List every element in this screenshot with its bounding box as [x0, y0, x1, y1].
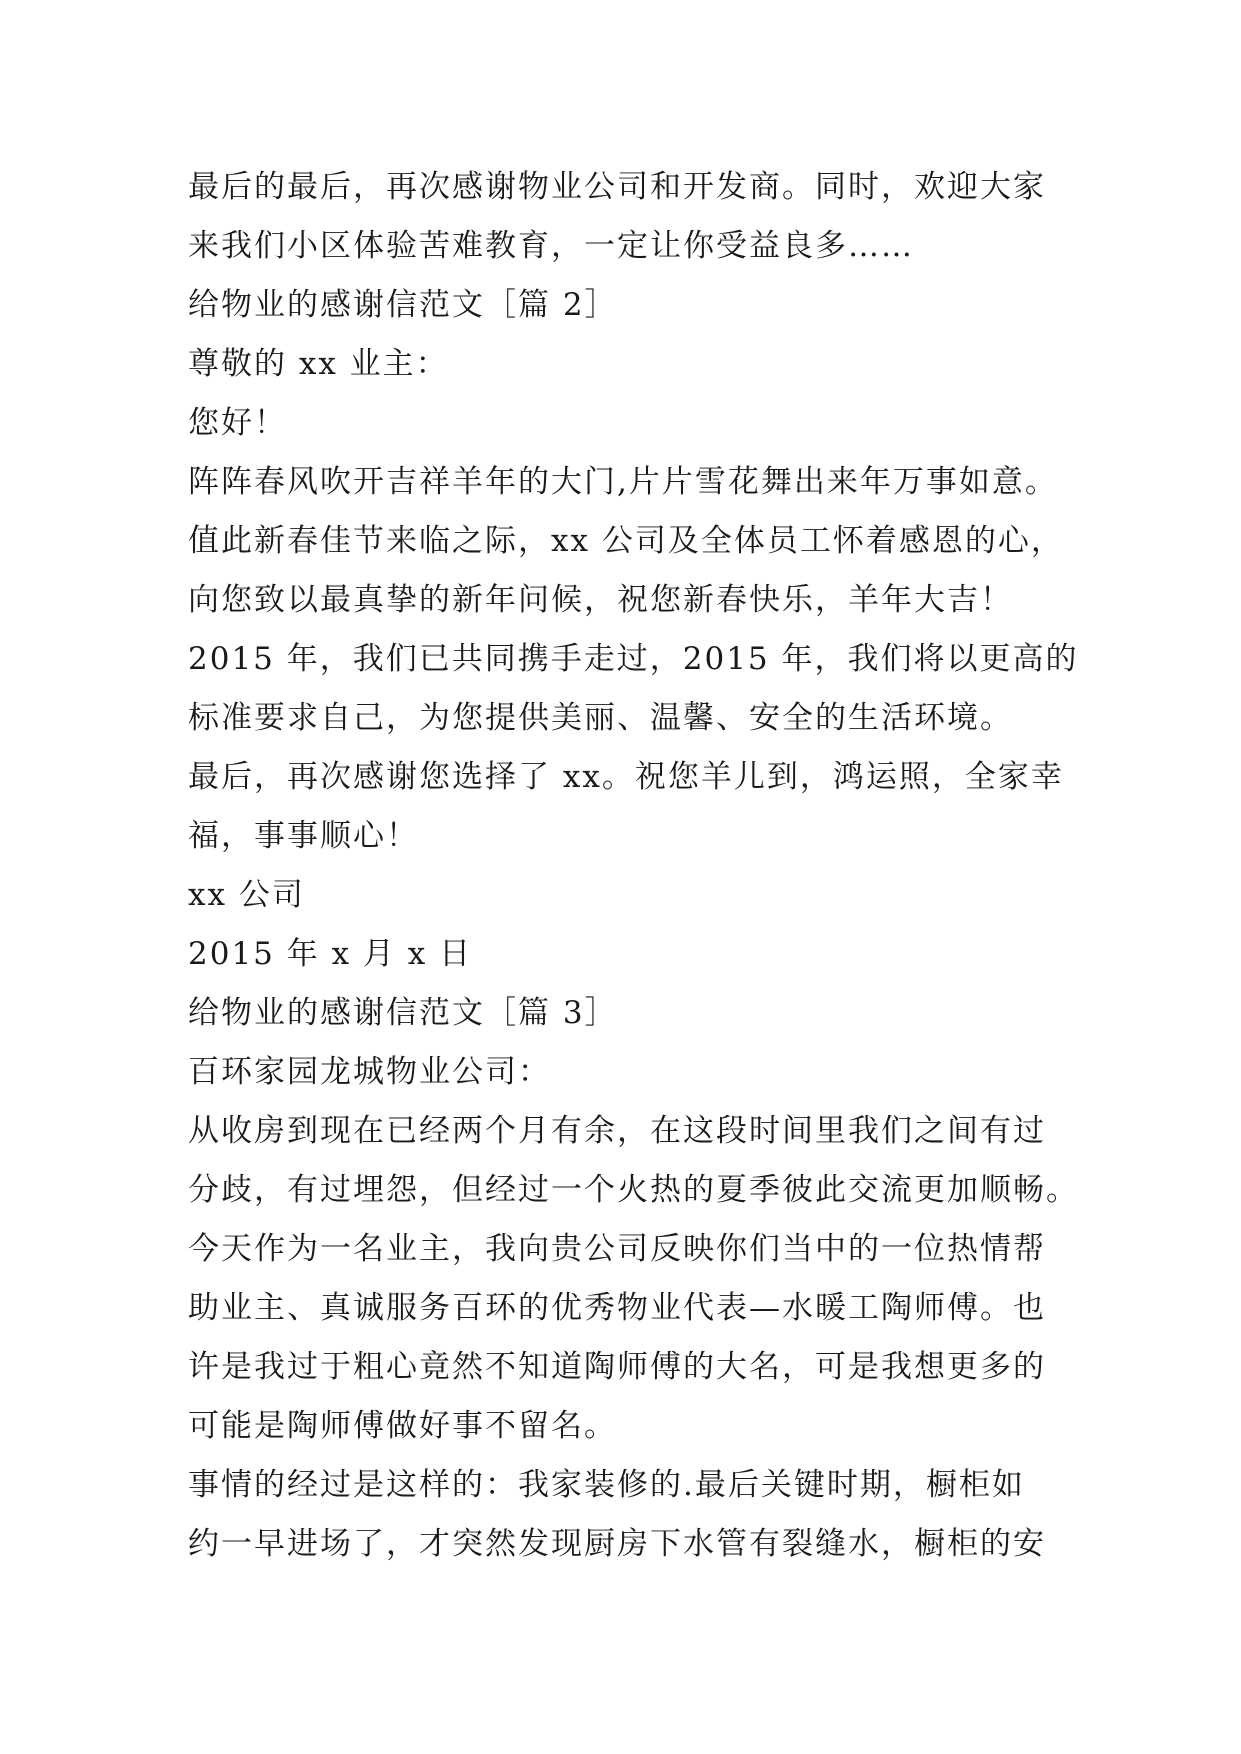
text-line: 标准要求自己，为您提供美丽、温馨、安全的生活环境。 [188, 700, 1013, 736]
text-line: 约一早进场了，才突然发现厨房下水管有裂缝水，橱柜的安 [188, 1526, 1046, 1562]
text-line: 最后，再次感谢您选择了 xx。祝您羊儿到，鸿运照，全家幸 [188, 759, 1064, 795]
text-line: 向您致以最真挚的新年问候，祝您新春快乐，羊年大吉！ [188, 582, 1013, 618]
greeting: 您好！ [188, 405, 287, 441]
signature-company: xx 公司 [188, 877, 305, 913]
salutation: 百环家园龙城物业公司： [188, 1054, 551, 1090]
text-line: 助业主、真诚服务百环的优秀物业代表—水暖工陶师傅。也 [188, 1290, 1046, 1326]
text-line: 事情的经过是这样的：我家装修的.最后关键时期，橱柜如 [188, 1467, 1025, 1503]
text-line: 值此新春佳节来临之际，xx 公司及全体员工怀着感恩的心， [188, 523, 1064, 559]
document-body [188, 158, 1079, 1574]
text-line: 来我们小区体验苦难教育，一定让你受益良多…… [188, 228, 914, 264]
text-line: 分歧，有过埋怨，但经过一个火热的夏季彼此交流更加顺畅。 [188, 1172, 1079, 1208]
text-line: 从收房到现在已经两个月有余，在这段时间里我们之间有过 [188, 1113, 1046, 1149]
section-heading: 给物业的感谢信范文［篇 3］ [188, 995, 618, 1031]
text-line: 许是我过于粗心竟然不知道陶师傅的大名，可是我想更多的 [188, 1349, 1046, 1385]
salutation: 尊敬的 xx 业主： [188, 346, 449, 382]
text-line: 最后的最后，再次感谢物业公司和开发商。同时，欢迎大家 [188, 169, 1046, 205]
text-line: 阵阵春风吹开吉祥羊年的大门,片片雪花舞出来年万事如意。 [188, 464, 1058, 500]
section-heading: 给物业的感谢信范文［篇 2］ [188, 287, 618, 323]
signature-date: 2015 年 x 月 x 日 [188, 936, 473, 972]
text-line: 福，事事顺心！ [188, 818, 419, 854]
text-line: 今天作为一名业主，我向贵公司反映你们当中的一位热情帮 [188, 1231, 1046, 1267]
text-line: 可能是陶师傅做好事不留名。 [188, 1408, 617, 1444]
text-line: 2015 年，我们已共同携手走过，2015 年，我们将以更高的 [188, 641, 1079, 677]
